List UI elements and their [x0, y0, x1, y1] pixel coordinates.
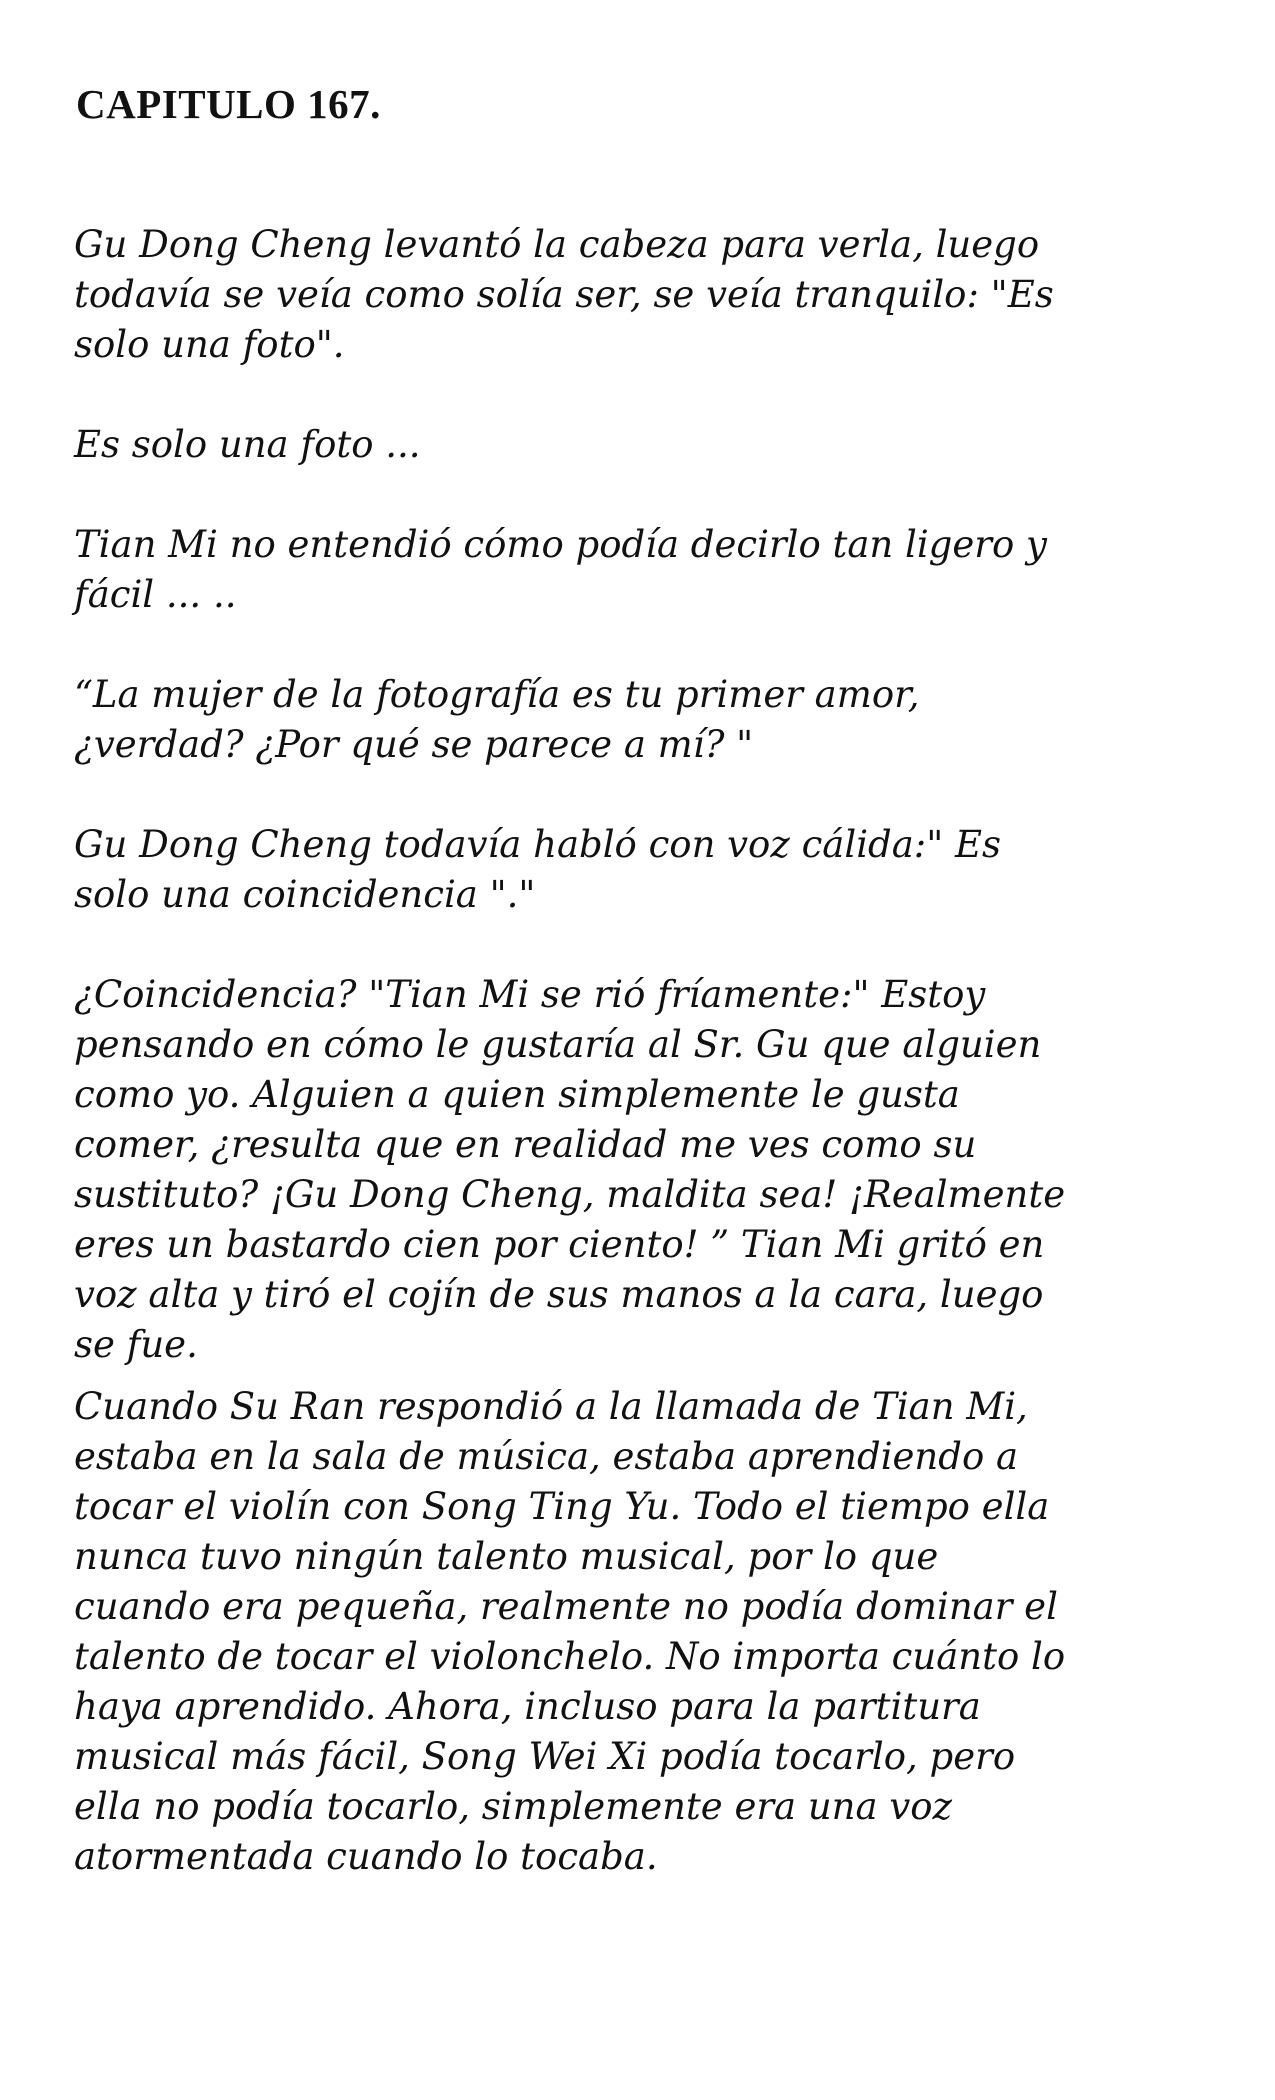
paragraph-7: Cuando Su Ran respondió a la llamada de Tian Mi, estaba en la sala de música, estaba aprendiendo a tocar el violín con Song Ting Yu. Todo el tiempo ella nunca tuvo ningún talento musical, por lo que cuando era pequeña, realmente no podía dominar el talento de tocar el violonchelo. No importa cuánto lo haya aprendido. Ahora, incluso para la partitura musical más fácil, Song Wei Xi podía tocarlo, pero ella no podía tocarlo, simplemente era una voz atormentada cuando lo tocaba. [74, 1385, 1066, 1878]
paragraph-6: ¿Coincidencia? "Tian Mi se rió fríamente:" Estoy pensando en cómo le gustaría al Sr. Gu que alguien como yo. Alguien a quien simplemente le gusta comer, ¿resulta que en realidad me ves como su sustituto? ¡Gu Dong Cheng, maldita sea! ¡Realmente eres un bastardo cien por ciento! ” Tian Mi gritó en voz alta y tiró el cojín de sus manos a la cara, luego se fue. [74, 973, 1066, 1366]
paragraph-1: Gu Dong Cheng levantó la cabeza para verla, luego todavía se veía como solía ser, se veía tranquilo: "Es solo una foto". [74, 223, 1054, 366]
paragraph-2: Es solo una foto ... [74, 423, 421, 466]
paragraph-3: Tian Mi no entendió cómo podía decirlo tan ligero y fácil ... .. [74, 523, 1047, 616]
paragraph-5: Gu Dong Cheng todavía habló con voz cálida:" Es solo una coincidencia "." [74, 823, 1002, 916]
chapter-body [74, 220, 1209, 1882]
paragraph-4: “La mujer de la fotografía es tu primer amor, ¿verdad? ¿Por qué se parece a mí? " [74, 673, 920, 766]
chapter-title: CAPITULO 167. [76, 81, 381, 127]
